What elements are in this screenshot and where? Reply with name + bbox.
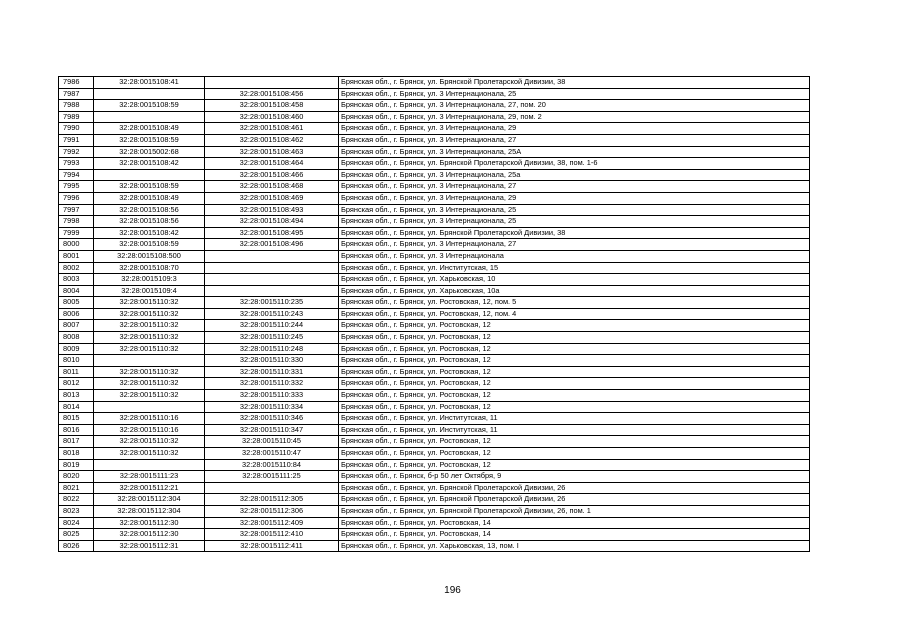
row-number-cell: 7992 <box>59 146 94 158</box>
table-row <box>59 111 810 123</box>
address-cell: Брянская обл., г. Брянск, ул. Брянской Пролетарской Дивизии, 26 <box>339 494 810 506</box>
address-cell: Брянская обл., г. Брянск, ул. Брянской Пролетарской Дивизии, 26, пом. 1 <box>339 505 810 517</box>
address-cell: Брянская обл., г. Брянск, ул. Институтская, 15 <box>339 262 810 274</box>
address-cell: Брянская обл., г. Брянск, ул. Ростовская, 12 <box>339 436 810 448</box>
object-number-cell: 32:28:0015110:333 <box>205 390 339 402</box>
row-number-cell: 8002 <box>59 262 94 274</box>
row-number-cell: 8014 <box>59 401 94 413</box>
table-row <box>59 517 810 529</box>
cadastral-number-cell: 32:28:0015108:49 <box>94 192 205 204</box>
row-number-cell: 7987 <box>59 88 94 100</box>
address-cell: Брянская обл., г. Брянск, ул. 3 Интернационала, 27, пом. 20 <box>339 100 810 112</box>
cadastral-number-cell: 32:28:0015108:70 <box>94 262 205 274</box>
table-row <box>59 529 810 541</box>
object-number-cell: 32:28:0015110:332 <box>205 378 339 390</box>
cadastral-number-cell <box>94 111 205 123</box>
object-number-cell: 32:28:0015108:462 <box>205 134 339 146</box>
row-number-cell: 7993 <box>59 158 94 170</box>
row-number-cell: 7997 <box>59 204 94 216</box>
cadastral-number-cell: 32:28:0015109:3 <box>94 274 205 286</box>
table-row <box>59 250 810 262</box>
object-number-cell: 32:28:0015108:460 <box>205 111 339 123</box>
cadastral-number-cell: 32:28:0015110:32 <box>94 308 205 320</box>
cadastral-number-cell: 32:28:0015111:23 <box>94 471 205 483</box>
object-number-cell: 32:28:0015112:305 <box>205 494 339 506</box>
table-row <box>59 192 810 204</box>
table-row <box>59 308 810 320</box>
address-cell: Брянская обл., г. Брянск, ул. 3 Интернационала, 25А <box>339 146 810 158</box>
cadastral-number-cell: 32:28:0015110:32 <box>94 297 205 309</box>
address-cell: Брянская обл., г. Брянск, ул. Брянской Пролетарской Дивизии, 26 <box>339 482 810 494</box>
row-number-cell: 8001 <box>59 250 94 262</box>
cadastral-number-cell: 32:28:0015108:59 <box>94 181 205 193</box>
cadastral-number-cell: 32:28:0015112:21 <box>94 482 205 494</box>
row-number-cell: 8018 <box>59 448 94 460</box>
row-number-cell: 7989 <box>59 111 94 123</box>
cadastral-number-cell: 32:28:0015110:32 <box>94 448 205 460</box>
row-number-cell: 7995 <box>59 181 94 193</box>
table-row <box>59 505 810 517</box>
object-number-cell: 32:28:0015110:47 <box>205 448 339 460</box>
address-cell: Брянская обл., г. Брянск, б-р 50 лет Октября, 9 <box>339 471 810 483</box>
table-row <box>59 366 810 378</box>
address-cell: Брянская обл., г. Брянск, ул. 3 Интернационала <box>339 250 810 262</box>
table-row <box>59 262 810 274</box>
table-row <box>59 424 810 436</box>
table-row <box>59 448 810 460</box>
address-cell: Брянская обл., г. Брянск, ул. 3 Интернационала, 29, пом. 2 <box>339 111 810 123</box>
cadastral-number-cell: 32:28:0015108:59 <box>94 239 205 251</box>
object-number-cell <box>205 77 339 89</box>
row-number-cell: 8025 <box>59 529 94 541</box>
object-number-cell: 32:28:0015108:496 <box>205 239 339 251</box>
table-row <box>59 181 810 193</box>
table-row <box>59 216 810 228</box>
table-row <box>59 332 810 344</box>
object-number-cell: 32:28:0015110:244 <box>205 320 339 332</box>
object-number-cell: 32:28:0015108:468 <box>205 181 339 193</box>
table-row <box>59 274 810 286</box>
row-number-cell: 8021 <box>59 482 94 494</box>
object-number-cell: 32:28:0015110:334 <box>205 401 339 413</box>
table-row <box>59 88 810 100</box>
table-row <box>59 540 810 552</box>
row-number-cell: 7994 <box>59 169 94 181</box>
object-number-cell: 32:28:0015108:494 <box>205 216 339 228</box>
table-row <box>59 471 810 483</box>
object-number-cell: 32:28:0015110:235 <box>205 297 339 309</box>
table-row <box>59 227 810 239</box>
cadastral-number-cell: 32:28:0015110:32 <box>94 436 205 448</box>
object-number-cell: 32:28:0015112:306 <box>205 505 339 517</box>
object-number-cell: 32:28:0015108:464 <box>205 158 339 170</box>
address-cell: Брянская обл., г. Брянск, ул. 3 Интернационала, 29 <box>339 123 810 135</box>
row-number-cell: 7988 <box>59 100 94 112</box>
object-number-cell: 32:28:0015110:245 <box>205 332 339 344</box>
register-table <box>58 76 810 552</box>
address-cell: Брянская обл., г. Брянск, ул. Брянской Пролетарской Дивизии, 38 <box>339 77 810 89</box>
cadastral-number-cell: 32:28:0015112:304 <box>94 505 205 517</box>
address-cell: Брянская обл., г. Брянск, ул. Ростовская, 12 <box>339 355 810 367</box>
object-number-cell <box>205 482 339 494</box>
table-row <box>59 390 810 402</box>
address-cell: Брянская обл., г. Брянск, ул. Ростовская, 12 <box>339 332 810 344</box>
object-number-cell: 32:28:0015110:45 <box>205 436 339 448</box>
cadastral-number-cell: 32:28:0015112:30 <box>94 517 205 529</box>
row-number-cell: 8024 <box>59 517 94 529</box>
table-row <box>59 320 810 332</box>
table-row <box>59 146 810 158</box>
object-number-cell <box>205 262 339 274</box>
address-cell: Брянская обл., г. Брянск, ул. Брянской Пролетарской Дивизии, 38 <box>339 227 810 239</box>
cadastral-number-cell: 32:28:0015112:30 <box>94 529 205 541</box>
object-number-cell: 32:28:0015108:456 <box>205 88 339 100</box>
row-number-cell: 8012 <box>59 378 94 390</box>
cadastral-number-cell: 32:28:0015108:41 <box>94 77 205 89</box>
row-number-cell: 8005 <box>59 297 94 309</box>
row-number-cell: 7998 <box>59 216 94 228</box>
row-number-cell: 8022 <box>59 494 94 506</box>
cadastral-number-cell: 32:28:0015110:32 <box>94 366 205 378</box>
cadastral-number-cell: 32:28:0015002:68 <box>94 146 205 158</box>
cadastral-number-cell: 32:28:0015112:304 <box>94 494 205 506</box>
object-number-cell <box>205 285 339 297</box>
table-row <box>59 494 810 506</box>
object-number-cell: 32:28:0015110:331 <box>205 366 339 378</box>
cadastral-number-cell: 32:28:0015108:42 <box>94 227 205 239</box>
table-row <box>59 77 810 89</box>
cadastral-number-cell: 32:28:0015110:16 <box>94 413 205 425</box>
row-number-cell: 8007 <box>59 320 94 332</box>
row-number-cell: 8026 <box>59 540 94 552</box>
page-number: 196 <box>444 585 461 596</box>
table-row <box>59 239 810 251</box>
object-number-cell <box>205 274 339 286</box>
cadastral-number-cell: 32:28:0015108:49 <box>94 123 205 135</box>
table-row <box>59 355 810 367</box>
cadastral-number-cell <box>94 401 205 413</box>
address-cell: Брянская обл., г. Брянск, ул. Ростовская, 12 <box>339 378 810 390</box>
cadastral-number-cell: 32:28:0015110:32 <box>94 320 205 332</box>
row-number-cell: 8011 <box>59 366 94 378</box>
object-number-cell: 32:28:0015110:347 <box>205 424 339 436</box>
table-row <box>59 482 810 494</box>
address-cell: Брянская обл., г. Брянск, ул. Ростовская, 12 <box>339 366 810 378</box>
row-number-cell: 8015 <box>59 413 94 425</box>
object-number-cell: 32:28:0015112:409 <box>205 517 339 529</box>
address-cell: Брянская обл., г. Брянск, ул. Ростовская, 14 <box>339 517 810 529</box>
cadastral-number-cell <box>94 88 205 100</box>
cadastral-number-cell: 32:28:0015108:42 <box>94 158 205 170</box>
row-number-cell: 8019 <box>59 459 94 471</box>
cadastral-number-cell <box>94 355 205 367</box>
row-number-cell: 8009 <box>59 343 94 355</box>
cadastral-number-cell: 32:28:0015110:16 <box>94 424 205 436</box>
object-number-cell: 32:28:0015108:493 <box>205 204 339 216</box>
object-number-cell: 32:28:0015108:458 <box>205 100 339 112</box>
cadastral-number-cell: 32:28:0015108:59 <box>94 134 205 146</box>
address-cell: Брянская обл., г. Брянск, ул. Ростовская, 12 <box>339 401 810 413</box>
address-cell: Брянская обл., г. Брянск, ул. Ростовская, 12, пом. 5 <box>339 297 810 309</box>
cadastral-number-cell: 32:28:0015112:31 <box>94 540 205 552</box>
row-number-cell: 8017 <box>59 436 94 448</box>
address-cell: Брянская обл., г. Брянск, ул. Ростовская, 12 <box>339 448 810 460</box>
cadastral-number-cell: 32:28:0015110:32 <box>94 332 205 344</box>
object-number-cell: 32:28:0015110:346 <box>205 413 339 425</box>
table-row <box>59 204 810 216</box>
address-cell: Брянская обл., г. Брянск, ул. Ростовская, 12 <box>339 320 810 332</box>
cadastral-number-cell: 32:28:0015108:59 <box>94 100 205 112</box>
address-cell: Брянская обл., г. Брянск, ул. Ростовская, 12 <box>339 343 810 355</box>
row-number-cell: 7991 <box>59 134 94 146</box>
address-cell: Брянская обл., г. Брянск, ул. Ростовская, 12 <box>339 459 810 471</box>
cadastral-number-cell: 32:28:0015109:4 <box>94 285 205 297</box>
address-cell: Брянская обл., г. Брянск, ул. 3 Интернационала, 25 <box>339 204 810 216</box>
table-row <box>59 413 810 425</box>
cadastral-number-cell: 32:28:0015108:56 <box>94 216 205 228</box>
register-body <box>59 77 810 552</box>
address-cell: Брянская обл., г. Брянск, ул. Институтская, 11 <box>339 424 810 436</box>
address-cell: Брянская обл., г. Брянск, ул. 3 Интернационала, 25 <box>339 88 810 100</box>
table-row <box>59 123 810 135</box>
address-cell: Брянская обл., г. Брянск, ул. Харьковская, 10 <box>339 274 810 286</box>
object-number-cell: 32:28:0015110:330 <box>205 355 339 367</box>
row-number-cell: 8020 <box>59 471 94 483</box>
row-number-cell: 8023 <box>59 505 94 517</box>
object-number-cell: 32:28:0015110:248 <box>205 343 339 355</box>
object-number-cell: 32:28:0015108:469 <box>205 192 339 204</box>
cadastral-number-cell: 32:28:0015110:32 <box>94 343 205 355</box>
row-number-cell: 8013 <box>59 390 94 402</box>
object-number-cell <box>205 250 339 262</box>
row-number-cell: 8008 <box>59 332 94 344</box>
object-number-cell: 32:28:0015112:411 <box>205 540 339 552</box>
object-number-cell: 32:28:0015111:25 <box>205 471 339 483</box>
table-row <box>59 158 810 170</box>
object-number-cell: 32:28:0015108:461 <box>205 123 339 135</box>
cadastral-number-cell <box>94 459 205 471</box>
cadastral-number-cell <box>94 169 205 181</box>
row-number-cell: 8010 <box>59 355 94 367</box>
object-number-cell: 32:28:0015110:243 <box>205 308 339 320</box>
row-number-cell: 8003 <box>59 274 94 286</box>
row-number-cell: 8016 <box>59 424 94 436</box>
row-number-cell: 7990 <box>59 123 94 135</box>
address-cell: Брянская обл., г. Брянск, ул. 3 Интернационала, 27 <box>339 134 810 146</box>
address-cell: Брянская обл., г. Брянск, ул. 3 Интернационала, 29 <box>339 192 810 204</box>
table-row <box>59 343 810 355</box>
address-cell: Брянская обл., г. Брянск, ул. 3 Интернационала, 25а <box>339 169 810 181</box>
cadastral-number-cell: 32:28:0015108:56 <box>94 204 205 216</box>
table-row <box>59 459 810 471</box>
cadastral-number-cell: 32:28:0015110:32 <box>94 390 205 402</box>
table-row <box>59 285 810 297</box>
address-cell: Брянская обл., г. Брянск, ул. Ростовская, 12, пом. 4 <box>339 308 810 320</box>
address-cell: Брянская обл., г. Брянск, ул. Ростовская, 12 <box>339 390 810 402</box>
cadastral-number-cell: 32:28:0015108:500 <box>94 250 205 262</box>
address-cell: Брянская обл., г. Брянск, ул. Харьковская, 10а <box>339 285 810 297</box>
row-number-cell: 7996 <box>59 192 94 204</box>
address-cell: Брянская обл., г. Брянск, ул. Институтская, 11 <box>339 413 810 425</box>
table-row <box>59 100 810 112</box>
row-number-cell: 8004 <box>59 285 94 297</box>
address-cell: Брянская обл., г. Брянск, ул. Харьковская, 13, пом. I <box>339 540 810 552</box>
object-number-cell: 32:28:0015112:410 <box>205 529 339 541</box>
row-number-cell: 7999 <box>59 227 94 239</box>
object-number-cell: 32:28:0015110:84 <box>205 459 339 471</box>
address-cell: Брянская обл., г. Брянск, ул. 3 Интернационала, 27 <box>339 239 810 251</box>
table-row <box>59 169 810 181</box>
table-row <box>59 436 810 448</box>
address-cell: Брянская обл., г. Брянск, ул. Ростовская, 14 <box>339 529 810 541</box>
cadastral-number-cell: 32:28:0015110:32 <box>94 378 205 390</box>
address-cell: Брянская обл., г. Брянск, ул. 3 Интернационала, 25 <box>339 216 810 228</box>
address-cell: Брянская обл., г. Брянск, ул. 3 Интернационала, 27 <box>339 181 810 193</box>
row-number-cell: 8006 <box>59 308 94 320</box>
object-number-cell: 32:28:0015108:495 <box>205 227 339 239</box>
table-row <box>59 378 810 390</box>
object-number-cell: 32:28:0015108:463 <box>205 146 339 158</box>
table-row <box>59 297 810 309</box>
table-row <box>59 401 810 413</box>
address-cell: Брянская обл., г. Брянск, ул. Брянской Пролетарской Дивизии, 38, пом. 1-6 <box>339 158 810 170</box>
row-number-cell: 7986 <box>59 77 94 89</box>
row-number-cell: 8000 <box>59 239 94 251</box>
object-number-cell: 32:28:0015108:466 <box>205 169 339 181</box>
table-row <box>59 134 810 146</box>
